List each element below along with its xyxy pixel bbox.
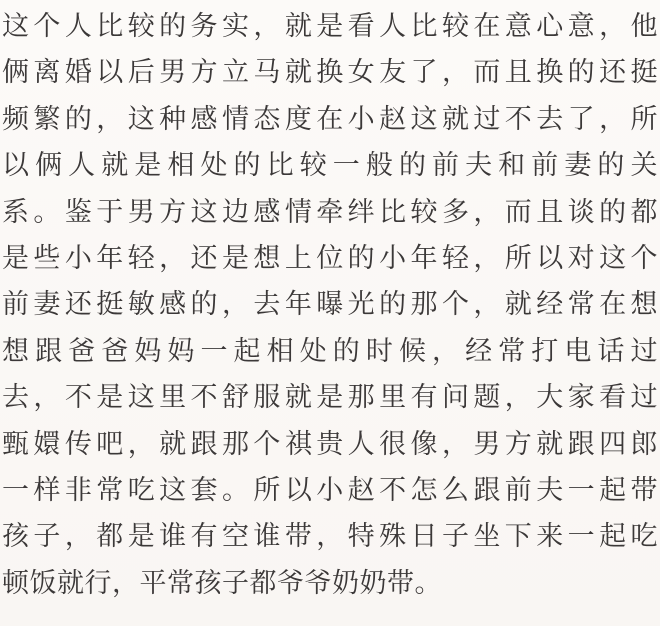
article-text xyxy=(2,4,658,607)
text-line: 前妻还挺敏感的，去年曝光的那个，就经常在想 xyxy=(2,289,658,321)
text-line: 俩离婚以后男方立马就换女友了，而且换的还挺 xyxy=(2,57,658,89)
text-line: 系。鉴于男方这边感情牵绊比较多，而且谈的都 xyxy=(2,196,658,228)
text-line: 一样非常吃这套。所以小赵不怎么跟前夫一起带 xyxy=(2,474,658,506)
text-line-last: 顿饭就行，平常孩子都爷爷奶奶带。 xyxy=(2,567,442,599)
text-line: 甄嬛传吧，就跟那个祺贵人很像，男方就跟四郎 xyxy=(2,428,658,460)
text-line: 这个人比较的务实，就是看人比较在意心意，他 xyxy=(2,11,658,42)
text-line: 是些小年轻，还是想上位的小年轻，所以对这个 xyxy=(2,242,658,274)
text-line: 想跟爸爸妈妈一起相处的时候，经常打电话过 xyxy=(2,335,658,367)
text-line: 去，不是这里不舒服就是那里有问题，大家看过 xyxy=(2,382,658,414)
text-line: 以俩人就是相处的比较一般的前夫和前妻的关 xyxy=(2,150,658,182)
text-line: 频繁的，这种感情态度在小赵这就过不去了，所 xyxy=(2,103,658,135)
text-line: 孩子，都是谁有空谁带，特殊日子坐下来一起吃 xyxy=(2,521,658,553)
